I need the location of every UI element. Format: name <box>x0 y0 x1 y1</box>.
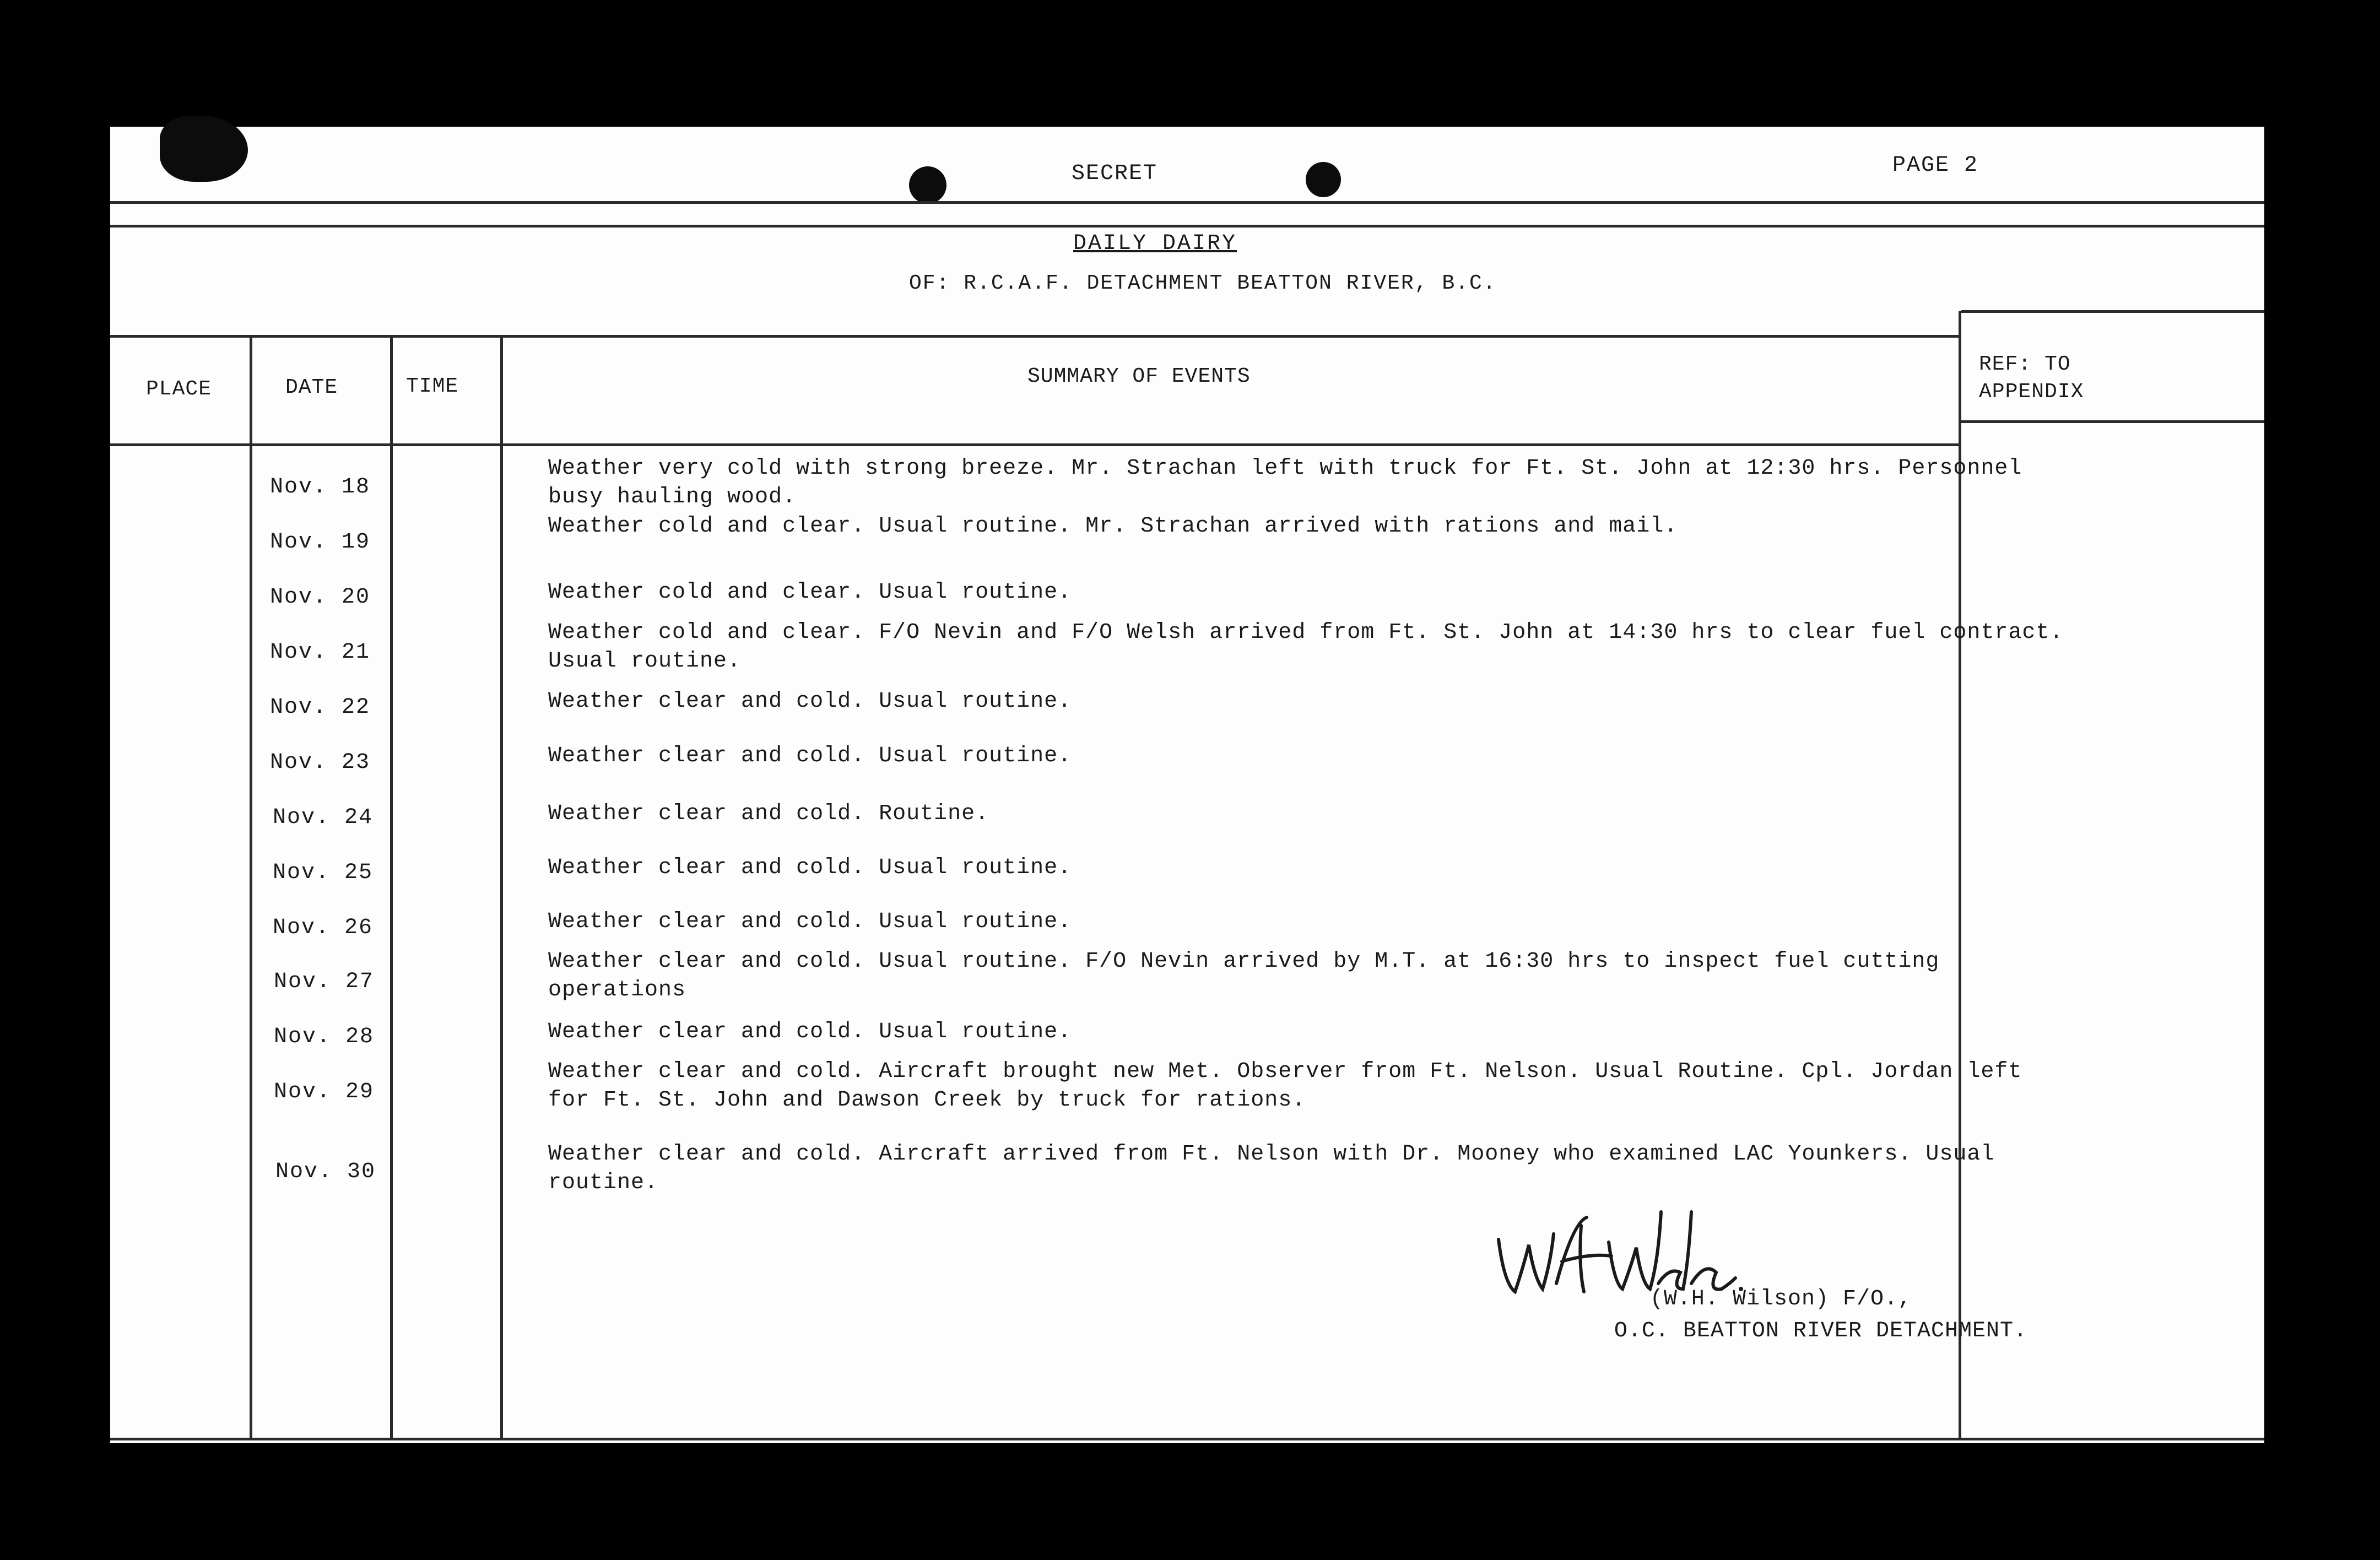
document-title: DAILY DAIRY <box>1073 231 1237 256</box>
entry-text-nov18: Weather very cold with strong breeze. Mr. Strachan left with truck for Ft. St. John at 12:30 hrs. Personnel busy hauling wood. <box>548 456 2022 510</box>
entry-text-nov22: Weather clear and cold. Usual routine. <box>548 689 1072 714</box>
punch-hole-right <box>1306 162 1341 197</box>
column-header-place: PLACE <box>146 377 212 401</box>
col-divider-place-date <box>250 336 252 1440</box>
classification-label: SECRET <box>1072 161 1158 186</box>
ref-top-border <box>1961 310 2264 313</box>
entry-text-nov29: Weather clear and cold. Aircraft brought new Met. Observer from Ft. Nelson. Usual Routine. Cpl. Jordan left for Ft. St. John and Dawson Creek by truck for rations. <box>548 1059 2022 1113</box>
header-divider-mid <box>110 225 2264 228</box>
entry-text-nov27: Weather clear and cold. Usual routine. F/O Nevin arrived by M.T. at 16:30 hrs to inspect fuel cutting operations <box>548 949 1940 1003</box>
entry-date-nov24: Nov. 24 <box>273 805 374 830</box>
entry-text-nov24: Weather clear and cold. Routine. <box>548 801 989 826</box>
page-number: PAGE 2 <box>1892 153 1979 178</box>
entry-text-nov19: Weather cold and clear. Usual routine. Mr. Strachan arrived with rations and mail. <box>548 514 1678 539</box>
entry-text-nov25: Weather clear and cold. Usual routine. <box>548 855 1072 880</box>
entry-date-nov30: Nov. 30 <box>275 1160 376 1184</box>
column-header-summary: SUMMARY OF EVENTS <box>1027 365 1251 388</box>
entry-date-nov27: Nov. 27 <box>274 969 375 994</box>
column-header-ref-line2: APPENDIX <box>1979 380 2084 404</box>
entry-date-nov18: Nov. 18 <box>270 475 371 500</box>
entry-date-nov25: Nov. 25 <box>273 860 374 885</box>
entry-date-nov23: Nov. 23 <box>270 750 371 775</box>
entry-date-nov20: Nov. 20 <box>270 585 371 610</box>
header-divider-top <box>110 201 2264 204</box>
signatory-name: (W.H. Wilson) F/O., <box>1649 1287 1912 1312</box>
column-header-time: TIME <box>406 375 459 398</box>
col-divider-time-summary <box>500 336 503 1440</box>
entry-date-nov21: Nov. 21 <box>270 640 371 665</box>
col-divider-date-time <box>390 336 393 1440</box>
torn-corner <box>160 116 248 182</box>
header-row-bottom-border <box>110 443 1961 446</box>
entry-text-nov30: Weather clear and cold. Aircraft arrived from Ft. Nelson with Dr. Mooney who examined LAC Younkers. Usual routine. <box>548 1142 1995 1195</box>
signatory-title: O.C. BEATTON RIVER DETACHMENT. <box>1614 1319 2027 1344</box>
entry-date-nov29: Nov. 29 <box>274 1080 375 1104</box>
entry-text-nov26: Weather clear and cold. Usual routine. <box>548 909 1072 934</box>
signature-block <box>1421 1283 2027 1347</box>
entry-date-nov22: Nov. 22 <box>270 695 371 720</box>
entry-date-nov19: Nov. 19 <box>270 530 371 555</box>
column-header-ref-line1: REF: TO <box>1979 353 2071 376</box>
table-bottom-border <box>110 1438 2264 1440</box>
entry-date-nov28: Nov. 28 <box>274 1025 375 1049</box>
entry-text-nov21: Weather cold and clear. F/O Nevin and F/O Welsh arrived from Ft. St. John at 14:30 hrs to clear fuel contract. Usual routine. <box>548 620 2064 674</box>
table-top-border <box>110 335 1961 338</box>
unit-line: OF: R.C.A.F. DETACHMENT BEATTON RIVER, B.C. <box>909 272 1497 295</box>
entry-text-nov28: Weather clear and cold. Usual routine. <box>548 1020 1072 1044</box>
column-header-date: DATE <box>285 376 338 399</box>
entry-date-nov26: Nov. 26 <box>273 916 374 940</box>
punch-hole-left <box>909 166 946 204</box>
document-page <box>110 127 2264 1443</box>
entry-text-nov23: Weather clear and cold. Usual routine. <box>548 744 1072 768</box>
ref-header-bottom-border <box>1961 420 2264 423</box>
entry-text-nov20: Weather cold and clear. Usual routine. <box>548 580 1072 605</box>
